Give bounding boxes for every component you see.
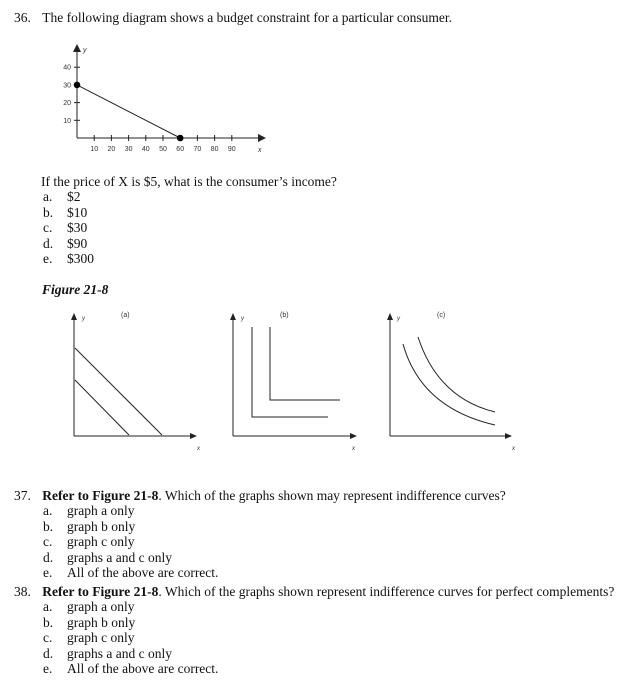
panel-a-y-label: y [82, 316, 85, 322]
panel-b-y-arrow [230, 313, 236, 320]
q38-stem [14, 583, 614, 600]
panel-a [71, 312, 201, 452]
panel-c-label: (c) [437, 312, 446, 319]
q38-text: . Which of the graphs shown represent indifference curves for perfect complements? [158, 584, 615, 599]
panel-a-x-arrow [190, 433, 197, 439]
q37-stem [14, 487, 506, 504]
y-intercept-point [74, 82, 81, 89]
panel-b-x-arrow [350, 433, 357, 439]
panel-b-curve-1 [252, 327, 328, 417]
q36-number: 36. [14, 10, 31, 25]
q37-number: 37. [14, 488, 31, 503]
panel-a-x-label: x [197, 446, 200, 452]
chart-y-axis-label: y [83, 47, 87, 54]
chart-x-axis-label: x [258, 147, 262, 154]
panel-b-x-label: x [352, 446, 355, 452]
panel-b [230, 312, 357, 452]
x-tick-label: 60 [176, 146, 185, 153]
panel-a-y-arrow [71, 313, 77, 320]
q36-options [43, 189, 94, 267]
q38-option-a[interactable]: a. graph a only [43, 599, 135, 614]
y-tick-label: 10 [63, 117, 71, 125]
q36-option-e[interactable]: e. $300 [43, 251, 94, 267]
panel-a-curve-2 [75, 380, 129, 435]
q37-option-b[interactable]: b. graph b only [43, 518, 136, 534]
q37-text: . Which of the graphs shown may represent indifference curves? [158, 488, 506, 503]
q36-option-c[interactable]: c. $30 [43, 220, 88, 236]
q38-ref: Refer to Figure 21-8 [42, 584, 159, 599]
panel-a-curve-1 [75, 348, 162, 435]
q38-option-e[interactable]: e. All of the above are correct. [43, 661, 219, 677]
figure-21-8 [0, 300, 642, 460]
q36-text: The following diagram shows a budget constraint for a particular consumer. [42, 10, 453, 25]
budget-constraint-chart [0, 0, 642, 170]
q36-question: If the price of X is $5, what is the consumer’s income? [41, 174, 337, 189]
q38-number: 38. [14, 584, 31, 599]
panel-b-label: (b) [280, 312, 289, 319]
x-tick-label: 40 [141, 146, 150, 153]
q37-ref: Refer to Figure 21-8 [42, 488, 159, 503]
q37-option-a[interactable]: a. graph a only [43, 503, 135, 518]
figure-title: Figure 21-8 [42, 282, 109, 297]
q38-options [43, 599, 218, 677]
chart-x-axis-arrow [258, 134, 266, 142]
x-tick-label: 80 [210, 146, 219, 153]
panel-b-curve-2 [270, 327, 340, 400]
x-tick-label: 90 [227, 146, 236, 153]
panel-c-x-arrow [505, 433, 512, 439]
q38-option-d[interactable]: d. graphs a and c only [43, 645, 172, 661]
q37-options [43, 503, 218, 581]
q37-option-e[interactable]: e. All of the above are correct. [43, 565, 219, 581]
panel-c-curve-2 [418, 337, 495, 412]
panel-c [387, 312, 516, 452]
x-intercept-point [177, 135, 184, 142]
x-tick-label: 30 [124, 146, 133, 153]
x-tick-label: 20 [107, 146, 116, 153]
q37-option-c[interactable]: c. graph c only [43, 534, 135, 550]
panel-b-y-label: y [241, 316, 244, 322]
budget-constraint-line [77, 85, 180, 138]
panel-c-x-label: x [512, 446, 515, 452]
q36-option-b[interactable]: b. $10 [43, 204, 88, 220]
x-tick-label: 70 [193, 146, 202, 153]
panel-c-y-label: y [397, 316, 400, 322]
x-tick-label: 50 [159, 146, 167, 153]
q38-option-b[interactable]: b. graph b only [43, 614, 136, 630]
y-tick-label: 20 [63, 100, 71, 108]
x-tick-label: 10 [90, 146, 99, 153]
q36-option-d[interactable]: d. $90 [43, 235, 88, 251]
y-tick-label: 30 [63, 82, 71, 90]
y-tick-label: 40 [63, 64, 71, 72]
panel-c-y-arrow [387, 313, 393, 320]
q38-option-c[interactable]: c. graph c only [43, 630, 135, 646]
panel-c-curve-1 [403, 344, 495, 425]
q37-option-d[interactable]: d. graphs a and c only [43, 549, 172, 565]
panel-a-label: (a) [121, 312, 130, 319]
chart-y-axis-arrow [73, 44, 81, 52]
q36-option-a[interactable]: a. $2 [43, 189, 81, 204]
